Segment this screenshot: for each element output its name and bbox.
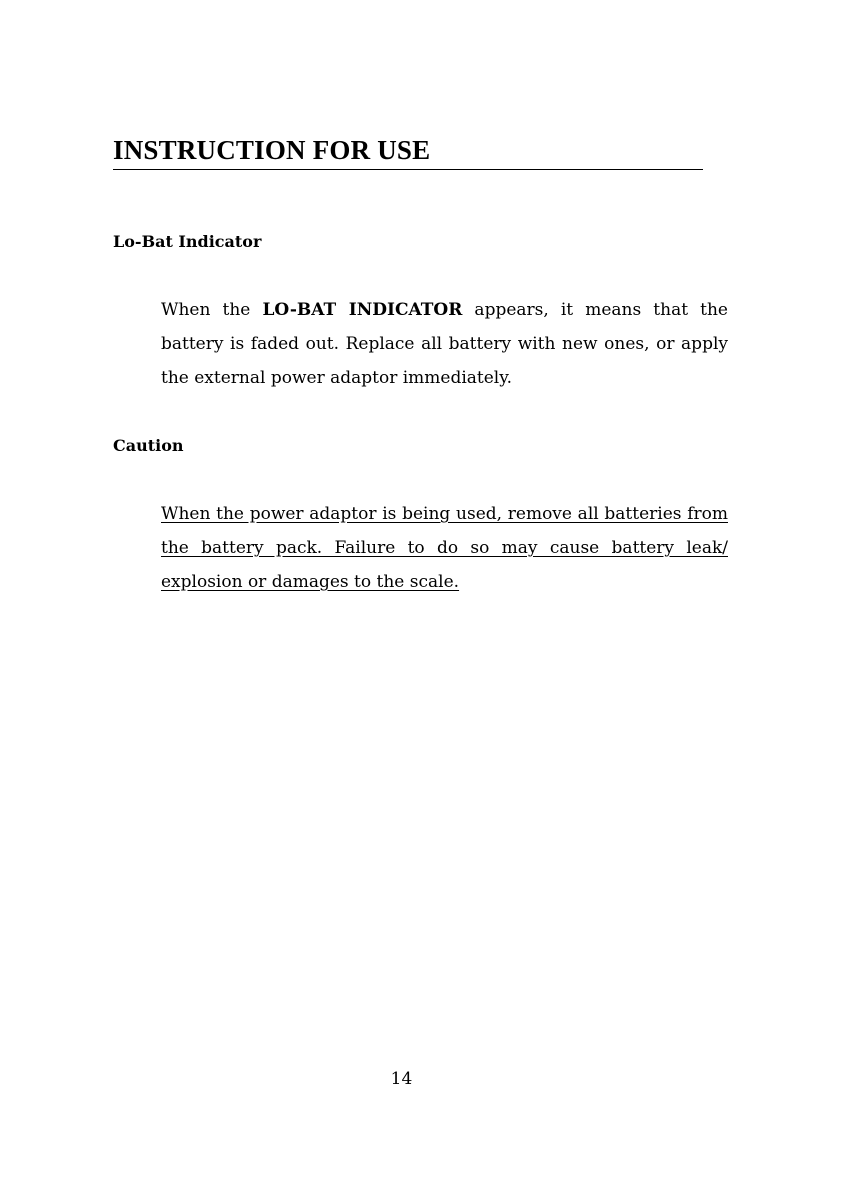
page-number: 14	[390, 1069, 413, 1089]
caution-heading: Caution	[113, 436, 184, 455]
lobat-paragraph	[161, 293, 728, 395]
lobat-bold-term: LO-BAT INDICATOR	[262, 300, 463, 320]
lobat-text-after: appears, it means that the battery is faded out. Replace all battery with new ones, or apply the external power adaptor immediately.	[161, 300, 728, 388]
page-title: INSTRUCTION FOR USE	[113, 133, 703, 170]
lobat-heading: Lo-Bat Indicator	[113, 232, 262, 251]
page-number-container	[0, 1068, 843, 1090]
caution-paragraph: When the power adaptor is being used, remove all batteries from the battery pack. Failure to do so may cause battery leak/ explosion or damages to the scale.	[161, 504, 728, 592]
lobat-text-before: When the	[161, 300, 263, 320]
